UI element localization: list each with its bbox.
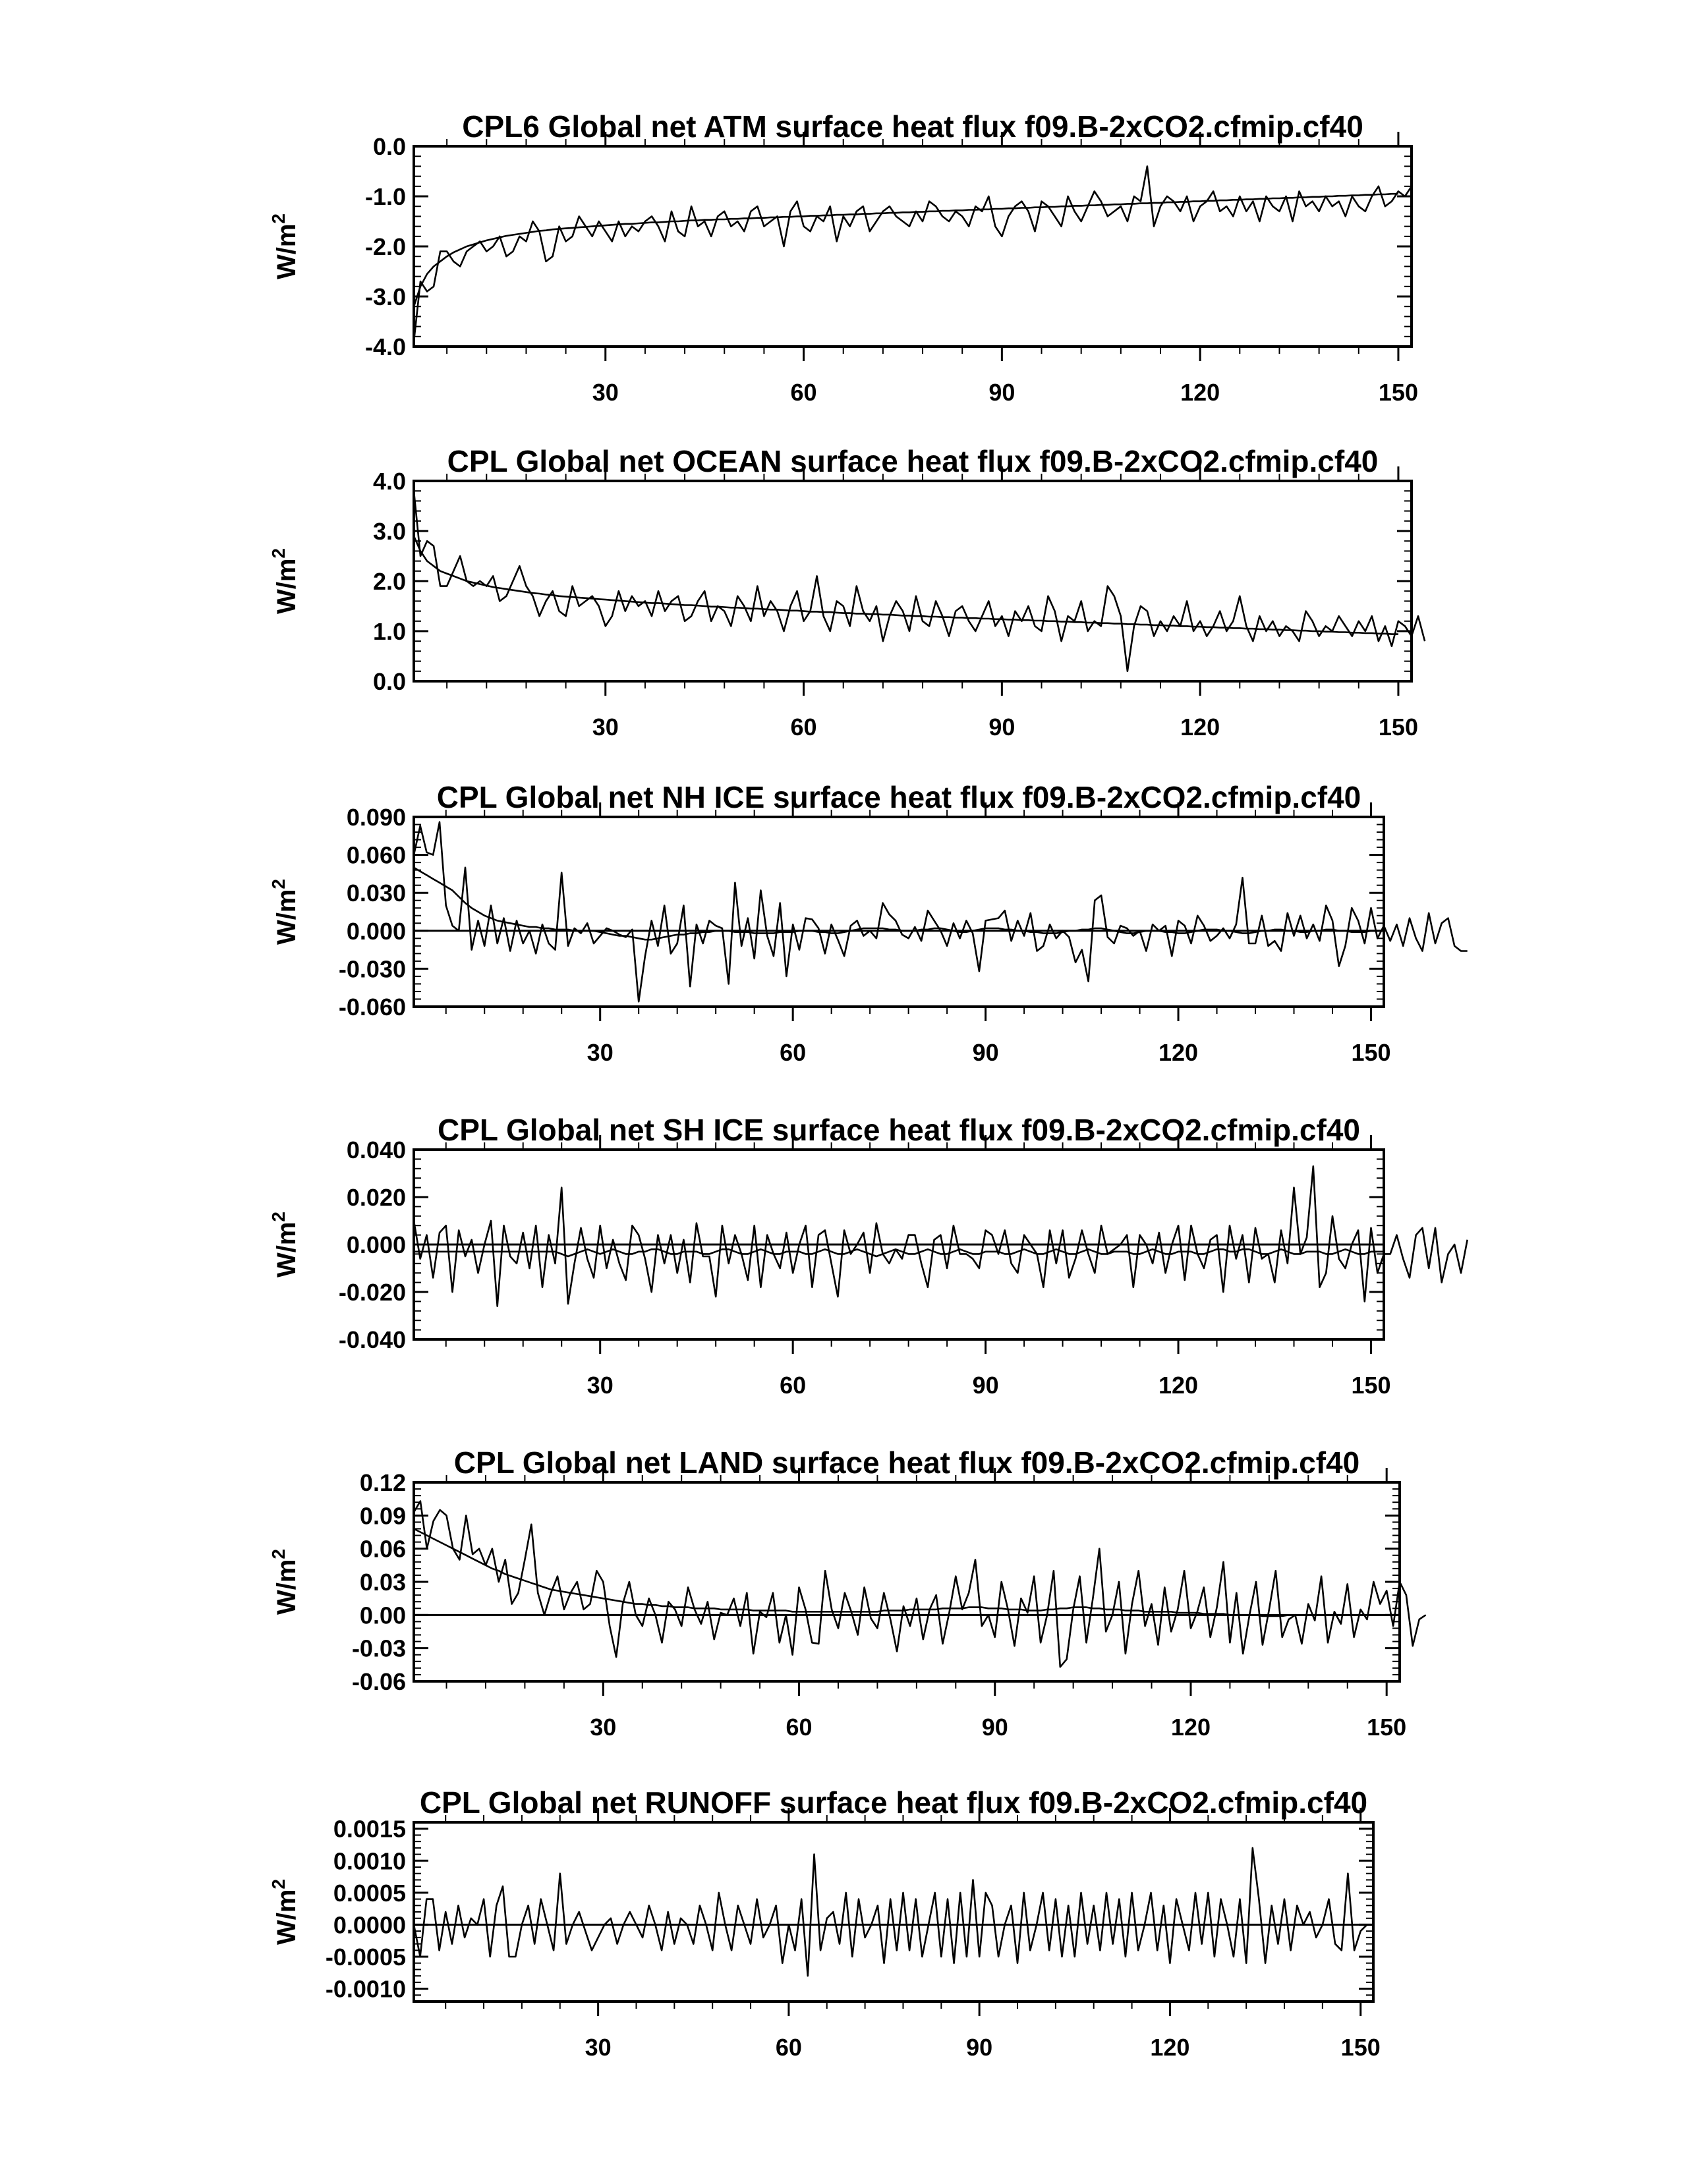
- y-tick-label: 0.0010: [333, 1847, 406, 1875]
- x-tick-label: 60: [780, 1039, 807, 1066]
- chart-title: CPL Global net RUNOFF surface heat flux f09.B-2xCO2.cfmip.cf40: [419, 1785, 1368, 1820]
- y-axis-label: [268, 879, 301, 945]
- chart-title: CPL Global net NH ICE surface heat flux f09.B-2xCO2.cfmip.cf40: [436, 780, 1361, 814]
- plot-frame: [414, 1822, 1373, 2002]
- plot-frame: [414, 1482, 1400, 1681]
- y-tick-label: 0.00: [359, 1602, 406, 1629]
- y-tick-label: -0.060: [338, 994, 406, 1021]
- x-tick-label: 30: [585, 2034, 612, 2061]
- y-tick-label: 0.0005: [333, 1879, 406, 1907]
- x-tick-label: 120: [1180, 714, 1220, 741]
- x-tick-label: 30: [590, 1714, 617, 1741]
- series-line-trend: [414, 194, 1398, 306]
- series-line-annual: [414, 491, 1425, 671]
- y-tick-label: 2.0: [372, 568, 406, 595]
- y-tick-label: 0.0000: [333, 1911, 406, 1939]
- x-tick-label: 90: [988, 379, 1015, 406]
- y-axis-label-superscript: 2: [268, 547, 289, 559]
- x-tick-label: 90: [972, 1372, 999, 1399]
- y-tick-label: -0.03: [351, 1635, 406, 1662]
- y-axis-label: [268, 1212, 301, 1277]
- series-line-annual: [414, 1166, 1468, 1306]
- x-tick-label: 30: [592, 379, 619, 406]
- x-tick-label: 150: [1340, 2034, 1381, 2061]
- chart-2: [268, 444, 1425, 741]
- y-tick-label: 0.0: [372, 668, 406, 695]
- x-tick-label: 120: [1170, 1714, 1211, 1741]
- y-tick-label: 1.0: [372, 618, 406, 645]
- x-tick-label: 60: [775, 2034, 802, 2061]
- y-axis-label-text: W/m: [272, 1889, 301, 1946]
- y-tick-label: 0.06: [359, 1535, 406, 1563]
- plot-frame: [414, 146, 1412, 347]
- y-tick-label: -0.020: [338, 1279, 406, 1306]
- x-tick-label: 60: [786, 1714, 813, 1741]
- x-tick-label: 150: [1378, 379, 1418, 406]
- y-tick-label: 0.09: [359, 1502, 406, 1530]
- y-axis-label-text: W/m: [272, 1221, 301, 1278]
- y-axis-label-text: W/m: [272, 889, 301, 945]
- y-axis-label-text: W/m: [272, 558, 301, 615]
- y-tick-label: 0.0: [372, 133, 406, 160]
- x-tick-label: 150: [1351, 1039, 1391, 1066]
- y-axis-label-superscript: 2: [268, 878, 289, 889]
- y-axis-label-text: W/m: [272, 1559, 301, 1615]
- y-tick-label: -0.06: [351, 1668, 406, 1695]
- y-tick-label: -3.0: [364, 283, 406, 310]
- x-tick-label: 150: [1378, 714, 1418, 741]
- y-axis-label-superscript: 2: [268, 1878, 289, 1890]
- y-axis-label-superscript: 2: [268, 1211, 289, 1222]
- x-tick-label: 120: [1150, 2034, 1190, 2061]
- y-tick-label: 0.000: [346, 1231, 406, 1258]
- y-tick-label: -1.0: [364, 183, 406, 210]
- y-tick-label: 3.0: [372, 518, 406, 545]
- y-tick-label: 0.0015: [333, 1815, 406, 1843]
- y-tick-label: 0.060: [346, 841, 406, 869]
- x-tick-label: 30: [586, 1372, 614, 1399]
- x-tick-label: 60: [790, 379, 817, 406]
- x-tick-label: 120: [1158, 1372, 1199, 1399]
- y-tick-label: -0.030: [338, 955, 406, 983]
- y-tick-label: -4.0: [364, 333, 406, 360]
- x-tick-label: 60: [780, 1372, 807, 1399]
- series-line-annual: [414, 1501, 1426, 1667]
- y-tick-label: 0.090: [346, 804, 406, 831]
- x-tick-label: 90: [972, 1039, 999, 1066]
- x-tick-label: 120: [1180, 379, 1220, 406]
- chart-3: [268, 780, 1468, 1066]
- chart-6: [268, 1785, 1381, 2061]
- x-tick-label: 150: [1367, 1714, 1407, 1741]
- x-tick-label: 30: [592, 714, 619, 741]
- y-axis-label: [268, 1879, 301, 1945]
- y-tick-label: -2.0: [364, 233, 406, 260]
- y-tick-label: 0.040: [346, 1136, 406, 1163]
- x-tick-label: 90: [988, 714, 1015, 741]
- y-tick-label: 0.000: [346, 917, 406, 945]
- chart-4: [268, 1113, 1468, 1399]
- series-line-annual: [414, 1848, 1373, 1976]
- y-axis-label-superscript: 2: [268, 213, 289, 224]
- series-line-annual: [414, 822, 1468, 1002]
- y-tick-label: -0.0005: [325, 1944, 406, 1971]
- series-line-annual: [414, 166, 1412, 341]
- y-tick-label: -0.040: [338, 1326, 406, 1353]
- x-tick-label: 120: [1158, 1039, 1199, 1066]
- y-axis-label: [268, 548, 301, 614]
- y-axis-label: [268, 1549, 301, 1615]
- y-axis-label-text: W/m: [272, 223, 301, 280]
- x-tick-label: 60: [790, 714, 817, 741]
- plot-frame: [414, 481, 1412, 681]
- y-axis-label-superscript: 2: [268, 1548, 289, 1559]
- y-tick-label: 0.030: [346, 880, 406, 907]
- x-tick-label: 30: [586, 1039, 614, 1066]
- y-tick-label: -0.0010: [325, 1975, 406, 2003]
- chart-title: CPL Global net SH ICE surface heat flux f09.B-2xCO2.cfmip.cf40: [438, 1113, 1360, 1147]
- y-tick-label: 4.0: [372, 468, 406, 495]
- y-tick-label: 0.020: [346, 1184, 406, 1211]
- chart-title: CPL Global net LAND surface heat flux f09.B-2xCO2.cfmip.cf40: [453, 1445, 1360, 1480]
- x-tick-label: 90: [981, 1714, 1008, 1741]
- y-tick-label: 0.03: [359, 1569, 406, 1596]
- chart-1: [268, 109, 1418, 406]
- x-tick-label: 150: [1351, 1372, 1391, 1399]
- x-tick-label: 90: [966, 2034, 993, 2061]
- y-axis-label: [268, 213, 301, 279]
- chart-title: CPL Global net OCEAN surface heat flux f09.B-2xCO2.cfmip.cf40: [447, 444, 1379, 478]
- chart-5: [268, 1445, 1426, 1741]
- y-tick-label: 0.12: [359, 1469, 406, 1496]
- chart-title: CPL6 Global net ATM surface heat flux f09.B-2xCO2.cfmip.cf40: [462, 109, 1363, 144]
